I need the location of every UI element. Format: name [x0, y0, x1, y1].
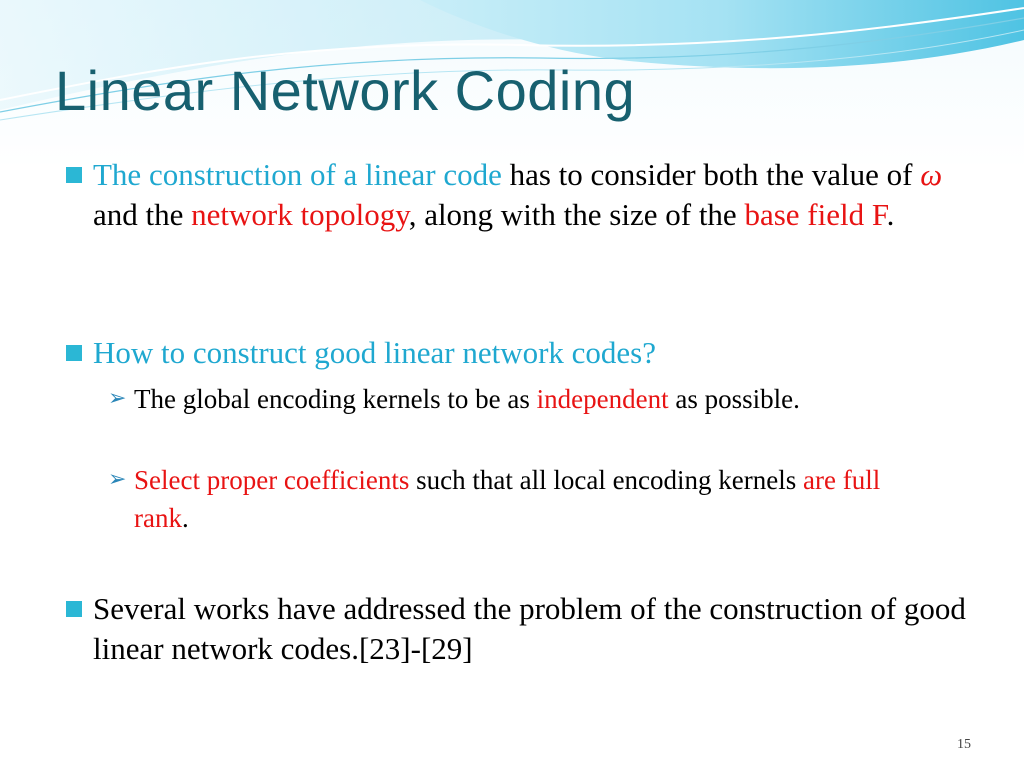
- sub-bullet-1: [108, 380, 938, 418]
- square-bullet-icon: [66, 345, 82, 361]
- sub-bullet-1-text: [134, 380, 938, 418]
- plain-text: , along with the size of the: [408, 197, 745, 232]
- arrow-bullet-icon: ➢: [108, 467, 127, 492]
- highlight-red: base field F: [744, 197, 887, 232]
- slide-title: Linear Network Coding: [55, 59, 636, 122]
- plain-text: such that all local encoding kernels: [409, 465, 804, 495]
- plain-text: .: [886, 197, 895, 232]
- bullet-1-text: [93, 155, 966, 235]
- plain-text: as possible.: [668, 384, 800, 414]
- bullet-1: [66, 155, 966, 235]
- bullet-2: [66, 333, 966, 373]
- arrow-bullet-icon: ➢: [108, 386, 127, 411]
- bullet-2-text: How to construct good linear network codes?: [93, 335, 657, 370]
- highlight-red: are full rank: [134, 465, 881, 533]
- plain-text: and the: [93, 197, 192, 232]
- square-bullet-icon: [66, 601, 82, 617]
- plain-text: .: [181, 503, 189, 533]
- highlight-red: Select proper coefficients: [134, 465, 410, 495]
- plain-text: has to consider both the value of: [501, 157, 921, 192]
- sub-bullet-2-text: [134, 461, 938, 537]
- bullet-3: [66, 589, 966, 669]
- sub-bullet-2: [108, 461, 938, 537]
- bullet-3-text: Several works have addressed the problem of the construction of good linear network codes.[23]-[29]: [93, 591, 966, 666]
- page-number: 15: [957, 737, 971, 752]
- plain-text: The global encoding kernels to be as: [134, 384, 537, 414]
- highlight-cyan: The construction of a linear code: [93, 157, 502, 192]
- highlight-red: independent: [536, 384, 669, 414]
- square-bullet-icon: [66, 167, 82, 183]
- highlight-red: network topology: [191, 197, 409, 232]
- omega-symbol: ω: [920, 157, 943, 192]
